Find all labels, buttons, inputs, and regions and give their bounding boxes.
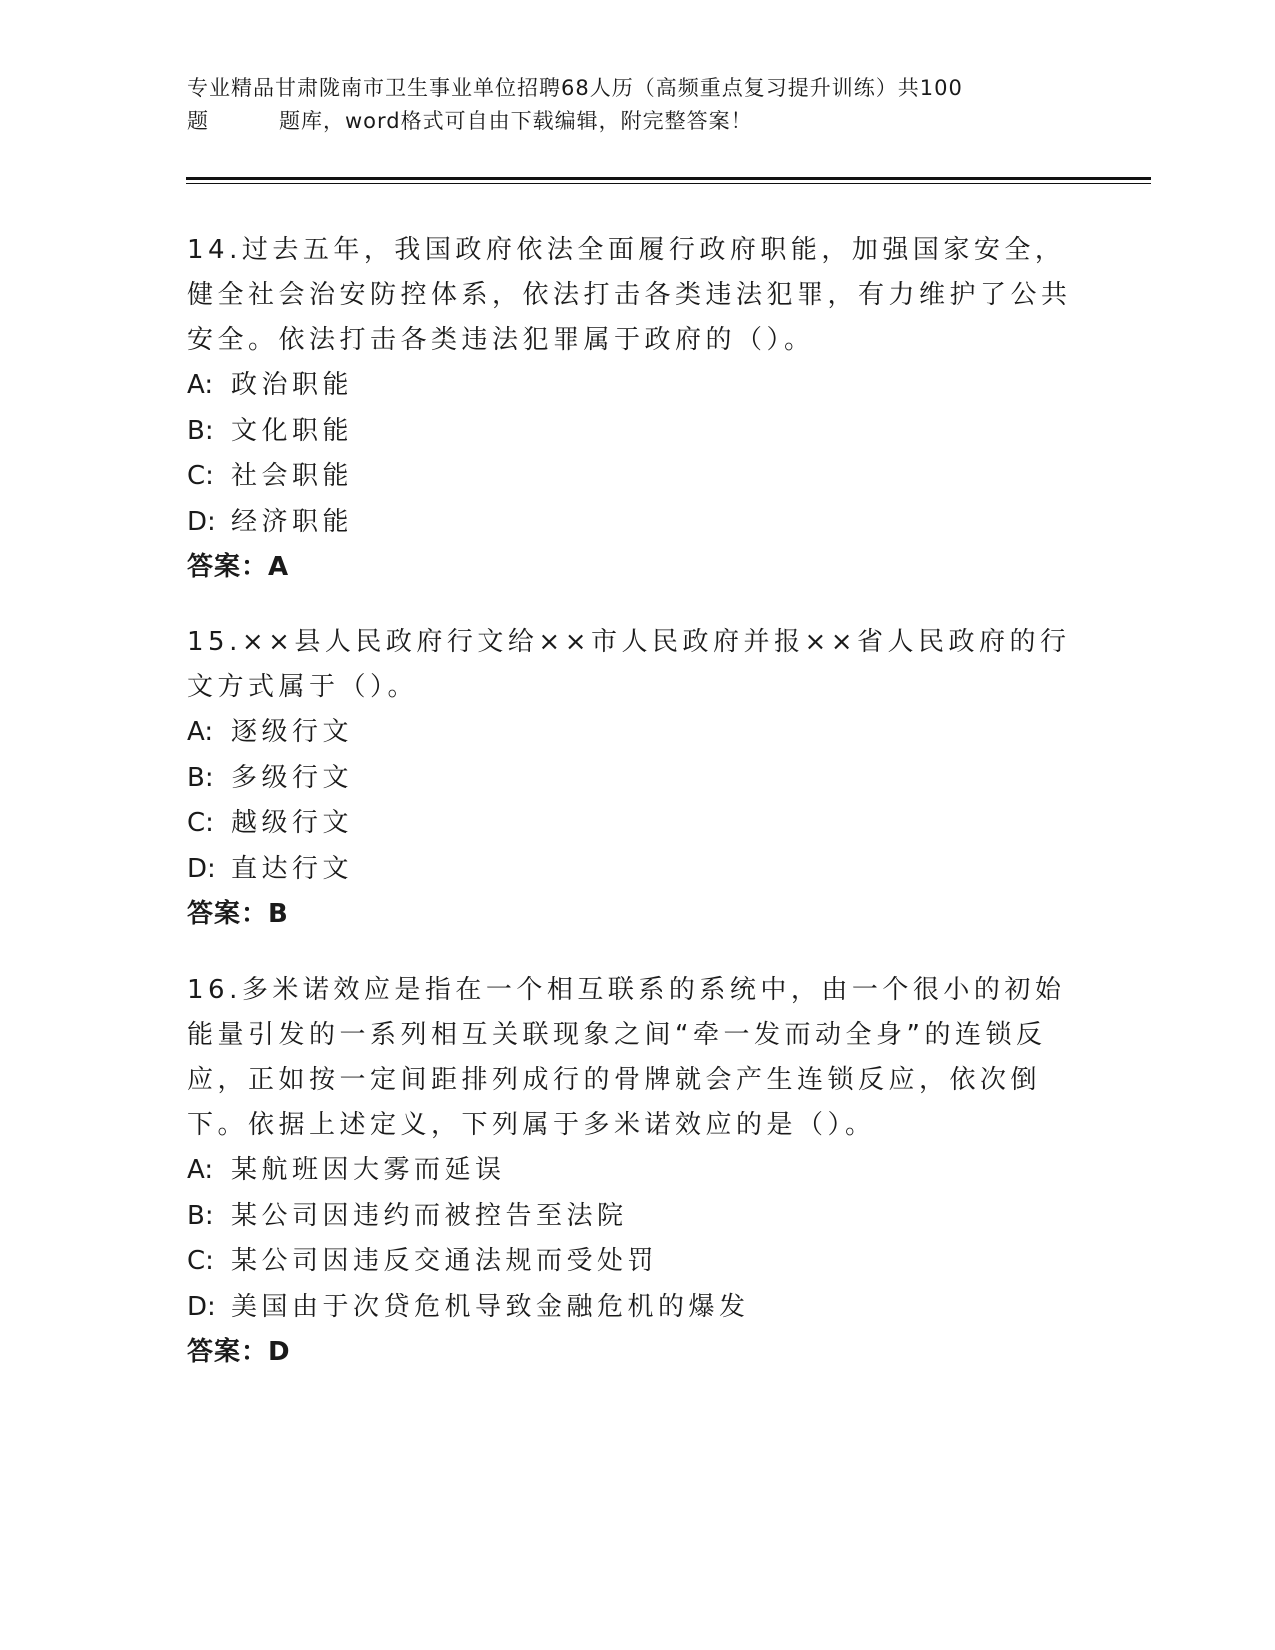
option-key: A:	[187, 370, 214, 400]
document-header	[187, 72, 1077, 138]
answer: 答案：A	[187, 552, 290, 582]
option-text: 某航班因大雾而延误	[231, 1155, 506, 1185]
option-text: 某公司因违反交通法规而受处罚	[231, 1246, 659, 1276]
header-rule-thin	[186, 183, 1151, 184]
header-line-2-rest: 题库，word格式可自由下载编辑，附完整答案！	[279, 109, 753, 133]
option-text: 经济职能	[231, 506, 354, 537]
option-key: D:	[187, 506, 216, 537]
header-line-2-start: 题	[187, 109, 209, 133]
option-a	[187, 363, 1087, 409]
header-line-2	[187, 105, 1077, 138]
answer: 答案：D	[187, 1337, 291, 1367]
question-15	[187, 620, 1087, 937]
option-text: 逐级行文	[231, 717, 354, 747]
option-text: 直达行文	[231, 853, 354, 884]
option-c	[187, 801, 1087, 847]
option-a	[187, 710, 1087, 756]
option-d	[187, 500, 1087, 546]
option-key: D:	[187, 1291, 216, 1322]
question-text: 16.多米诺效应是指在一个相互联系的系统中，由一个很小的初始能量引发的一系列相互关联现象之间“牵一发而动全身”的连锁反应，正如按一定间距排列成行的骨牌就会产生连锁反应，依次倒下。依据上述定义，下列属于多米诺效应的是（）。	[187, 975, 1066, 1140]
option-key: B:	[187, 1200, 214, 1231]
option-d	[187, 1285, 1087, 1331]
option-a	[187, 1148, 1087, 1194]
option-text: 越级行文	[231, 808, 354, 838]
option-text: 政治职能	[231, 370, 354, 400]
option-key: B:	[187, 415, 214, 446]
option-d	[187, 847, 1087, 893]
option-key: A:	[187, 1155, 214, 1185]
question-text: 15.××县人民政府行文给××市人民政府并报××省人民政府的行文方式属于（）。	[187, 627, 1071, 702]
option-text: 美国由于次贷危机导致金融危机的爆发	[231, 1291, 750, 1322]
option-key: B:	[187, 762, 214, 793]
option-b	[187, 756, 1087, 802]
option-key: D:	[187, 853, 216, 884]
option-text: 多级行文	[231, 762, 354, 793]
option-text: 某公司因违约而被控告至法院	[231, 1200, 628, 1231]
option-key: A:	[187, 717, 214, 747]
option-c	[187, 454, 1087, 500]
option-text: 社会职能	[231, 461, 354, 491]
option-b	[187, 1194, 1087, 1240]
option-key: C:	[187, 461, 214, 491]
option-key: C:	[187, 808, 214, 838]
question-text: 14.过去五年，我国政府依法全面履行政府职能，加强国家安全，健全社会治安防控体系，依法打击各类违法犯罪，有力维护了公共安全。依法打击各类违法犯罪属于政府的（）。	[187, 235, 1072, 355]
header-line-1: 专业精品甘肃陇南市卫生事业单位招聘68人历（高频重点复习提升训练）共100	[187, 76, 963, 100]
question-16	[187, 968, 1087, 1375]
option-c	[187, 1239, 1087, 1285]
header-rule-thick	[186, 177, 1151, 180]
option-b	[187, 409, 1087, 455]
question-14	[187, 228, 1087, 590]
answer: 答案：B	[187, 899, 289, 929]
option-key: C:	[187, 1246, 214, 1276]
option-text: 文化职能	[231, 415, 354, 446]
